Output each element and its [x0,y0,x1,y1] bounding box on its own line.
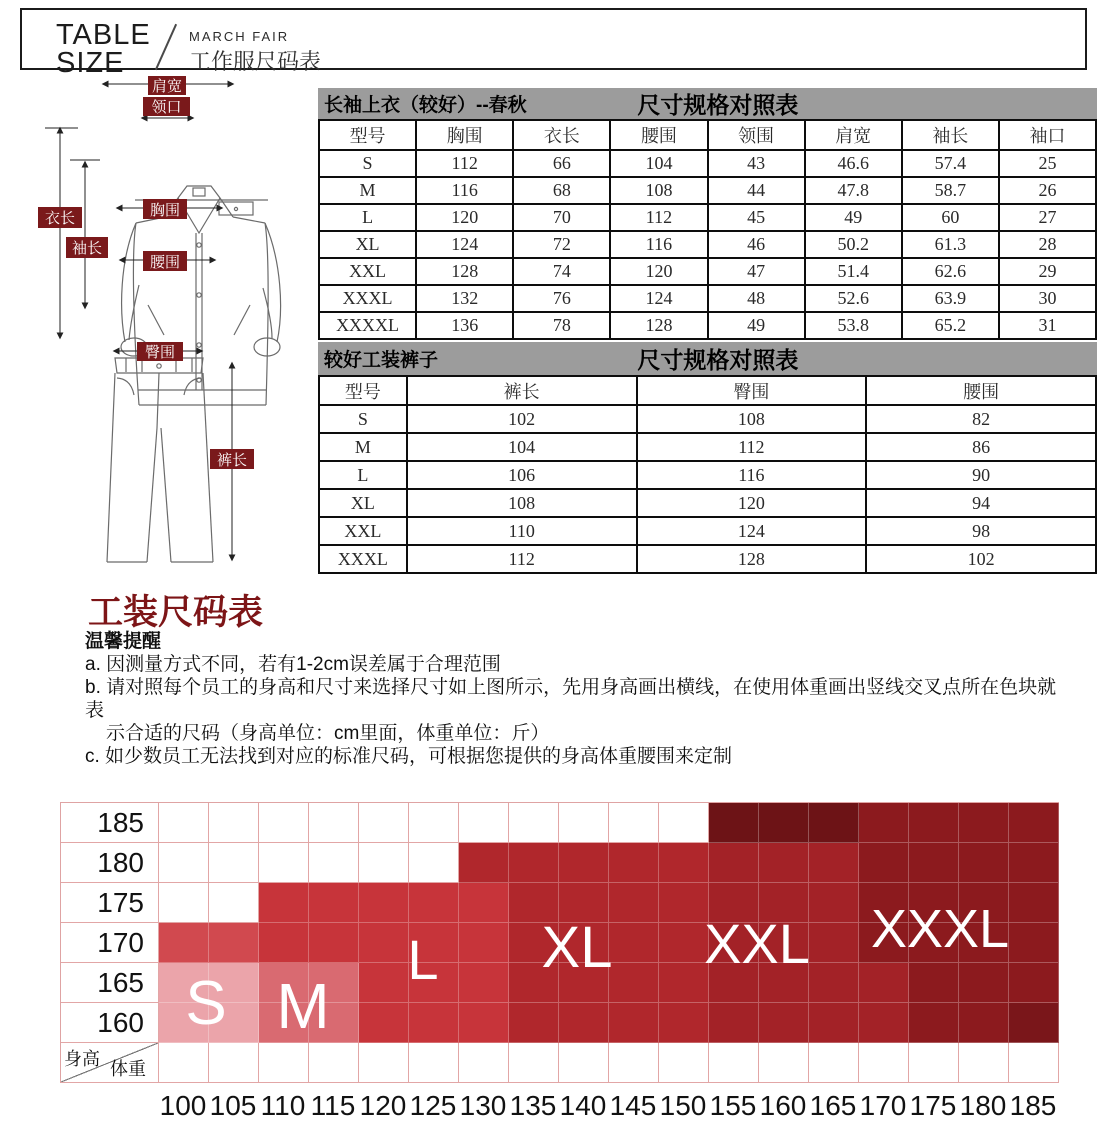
grid-cell [209,1043,259,1083]
grid-cell [459,1043,509,1083]
jacket-table-banner [318,88,1097,119]
label-collar: 领口 [143,97,190,116]
grid-cell [859,1043,909,1083]
grid-cell [509,1003,559,1043]
grid-cell [1009,963,1059,1003]
table-cell: 46.6 [805,150,902,177]
table-cell: 124 [416,231,513,258]
table-cell: 52.6 [805,285,902,312]
grid-cell [159,1043,209,1083]
x-axis-label: 120 [359,1090,407,1121]
grid-cell [409,1043,459,1083]
grid-cell [159,843,209,883]
y-axis-label: 170 [61,923,159,963]
x-axis-label: 140 [559,1090,607,1121]
table-cell: 25 [999,150,1096,177]
grid-cell [759,1003,809,1043]
table-cell: 74 [513,258,610,285]
table-cell: 61.3 [902,231,999,258]
grid-cell [959,963,1009,1003]
grid-cell [709,1043,759,1083]
brand-logo [56,21,151,77]
header-subtitle-en: MARCH FAIR [189,29,290,44]
grid-cell [859,963,909,1003]
grid-cell [659,843,709,883]
grid-cell [1009,923,1059,963]
table-cell: XXXL [319,285,416,312]
table-cell: 108 [610,177,707,204]
grid-cell [1009,883,1059,923]
grid-cell [409,843,459,883]
grid-cell [359,883,409,923]
table-cell: 44 [708,177,805,204]
x-axis-label: 115 [310,1090,356,1121]
grid-cell [409,803,459,843]
grid-cell [659,1003,709,1043]
size-zone-label: S [185,969,227,1038]
slash-divider [155,24,177,70]
table-cell: 132 [416,285,513,312]
grid-cell [959,803,1009,843]
grid-cell [659,1043,709,1083]
grid-cell [709,1003,759,1043]
table-cell: 51.4 [805,258,902,285]
table-cell: L [319,461,407,489]
table-cell: 47 [708,258,805,285]
grid-cell [909,803,959,843]
column-header: 型号 [319,120,416,150]
x-axis-label: 100 [159,1090,207,1121]
brand-line2: SIZE [56,47,125,79]
table-cell: 124 [610,285,707,312]
column-header: 领围 [708,120,805,150]
grid-cell [609,883,659,923]
header-box [20,8,1087,79]
note-line: b. 请对照每个员工的身高和尺寸来选择尺寸如上图所示，先用身高画出横线，在使用体重画出竖线交叉点所在色块就表 [85,677,1057,721]
grid-cell [859,1003,909,1043]
size-zone-label: L [407,928,439,991]
y-axis-label: 180 [61,843,159,883]
grid-cell [159,923,209,963]
grid-cell [459,923,509,963]
table-cell: 47.8 [805,177,902,204]
table-cell: 48 [708,285,805,312]
table-cell: 45 [708,204,805,231]
grid-cell [709,843,759,883]
grid-cell [959,843,1009,883]
grid-cell [409,1003,459,1043]
column-header: 臀围 [637,376,867,405]
table-cell: XXL [319,517,407,545]
table-cell: 108 [407,489,637,517]
column-header: 腰围 [610,120,707,150]
table-cell: 86 [866,433,1096,461]
x-axis-label: 130 [459,1090,507,1121]
table-row [319,312,1096,339]
table-cell: 124 [637,517,867,545]
table-cell: 112 [637,433,867,461]
grid-cell [309,843,359,883]
table-cell: 106 [407,461,637,489]
size-zone-label: XL [541,915,613,980]
table-row [319,231,1096,258]
grid-cell [559,803,609,843]
table-cell: 98 [866,517,1096,545]
grid-cell [159,803,209,843]
table-cell: 128 [610,312,707,339]
pants-size-table [318,375,1097,574]
table-cell: 68 [513,177,610,204]
grid-cell [909,843,959,883]
grid-cell [559,843,609,883]
grid-cell [359,963,409,1003]
table-cell: 104 [407,433,637,461]
section-heading: 工装尺码表 [88,593,264,632]
grid-cell [209,843,259,883]
y-axis-label: 185 [61,803,159,843]
table-cell: 120 [416,204,513,231]
grid-cell [659,923,709,963]
column-header: 肩宽 [805,120,902,150]
table-row [319,204,1096,231]
grid-cell [159,883,209,923]
grid-cell [259,1043,309,1083]
grid-cell [259,923,309,963]
table-row [319,489,1096,517]
table-row [319,150,1096,177]
table-cell: 108 [637,405,867,433]
grid-cell [759,1043,809,1083]
table-row [319,433,1096,461]
table-cell: XXL [319,258,416,285]
table-cell: 58.7 [902,177,999,204]
table-cell: XL [319,231,416,258]
label-pants-length: 裤长 [210,449,254,469]
x-axis-label: 170 [859,1090,907,1121]
table-cell: M [319,433,407,461]
grid-cell [459,963,509,1003]
x-axis-label: 135 [509,1090,557,1121]
jacket-size-table-section [318,88,1097,340]
table-cell: 116 [416,177,513,204]
grid-cell [659,963,709,1003]
grid-cell [259,883,309,923]
table-cell: S [319,150,416,177]
table-row [319,545,1096,573]
table-row [319,177,1096,204]
column-header: 腰围 [866,376,1096,405]
size-zone-label: M [276,970,330,1042]
table-cell: 128 [416,258,513,285]
table-row [319,461,1096,489]
grid-cell [959,1003,1009,1043]
table-cell: 136 [416,312,513,339]
table-row [319,258,1096,285]
table-cell: 94 [866,489,1096,517]
column-header: 袖口 [999,120,1096,150]
grid-cell [259,843,309,883]
notes-block [85,630,1075,768]
table-cell: 128 [637,545,867,573]
grid-cell [209,883,259,923]
column-header: 型号 [319,376,407,405]
table-cell: 62.6 [902,258,999,285]
dimension-arrows [45,84,233,560]
pants-size-table-section [318,342,1097,574]
grid-cell [909,1003,959,1043]
table-header-row [319,376,1096,405]
label-shoulder-width: 肩宽 [148,76,186,95]
note-line: c. 如少数员工无法找到对应的标准尺码，可根据您提供的身高体重腰围来定制 [85,746,733,767]
table-cell: 70 [513,204,610,231]
y-axis-label: 175 [61,883,159,923]
table-cell: 66 [513,150,610,177]
x-axis-title: 体重 [110,1059,146,1079]
axis-corner [61,1043,159,1083]
grid-cell [359,843,409,883]
grid-cell [509,803,559,843]
label-chest: 胸围 [143,199,187,219]
x-axis-label: 185 [1009,1090,1057,1121]
table-cell: XXXL [319,545,407,573]
grid-cell [759,843,809,883]
table-cell: 82 [866,405,1096,433]
table-cell: 49 [805,204,902,231]
grid-cell [609,1003,659,1043]
grid-cell [1009,803,1059,843]
garment-measure-illustration [30,70,330,590]
grid-cell [609,1043,659,1083]
jacket-table-subtitle: 尺寸规格对照表 [637,92,799,118]
y-axis-title: 身高 [64,1049,100,1069]
grid-cell [359,1003,409,1043]
table-cell: 90 [866,461,1096,489]
table-header-row [319,120,1096,150]
grid-cell [809,803,859,843]
brand-line1: TABLE [56,19,151,51]
table-cell: 26 [999,177,1096,204]
table-cell: 112 [416,150,513,177]
grid-cell [909,1043,959,1083]
pants-table-subtitle: 尺寸规格对照表 [637,347,799,373]
grid-cell [709,803,759,843]
grid-cell [1009,1043,1059,1083]
grid-cell [759,803,809,843]
table-cell: 112 [407,545,637,573]
x-axis-label: 145 [609,1090,657,1121]
table-cell: 46 [708,231,805,258]
table-cell: XL [319,489,407,517]
grid-cell [609,843,659,883]
table-row [319,517,1096,545]
x-axis-label: 175 [909,1090,957,1121]
table-cell: 27 [999,204,1096,231]
column-header: 袖长 [902,120,999,150]
column-header: 衣长 [513,120,610,150]
grid-cell [659,883,709,923]
table-cell: XXXXL [319,312,416,339]
grid-cell [359,923,409,963]
note-line: 示合适的尺码（身高单位：cm里面，体重单位：斤） [106,723,550,744]
table-cell: 49 [708,312,805,339]
grid-cell [809,843,859,883]
table-cell: 57.4 [902,150,999,177]
pants-table-title: 较好工装裤子 [324,350,439,371]
grid-cell [609,963,659,1003]
table-cell: 76 [513,285,610,312]
x-axis-labels [158,1090,1058,1122]
grid-cell [259,803,309,843]
grid-cell [959,1043,1009,1083]
jacket-table-title: 长袖上衣（较好）--春秋 [324,95,527,116]
grid-cell [409,883,459,923]
grid-cell [359,803,409,843]
grid-cell [1009,843,1059,883]
table-cell: 65.2 [902,312,999,339]
grid-cell [809,1043,859,1083]
jacket-size-table [318,119,1097,340]
x-axis-label: 160 [759,1090,807,1121]
grid-cell [809,1003,859,1043]
table-cell: 120 [610,258,707,285]
table-cell: S [319,405,407,433]
table-cell: 116 [637,461,867,489]
table-cell: 102 [407,405,637,433]
notes-title: 温馨提醒 [85,631,162,652]
y-axis-label: 160 [61,1003,159,1043]
grid-cell [309,883,359,923]
grid-cell [459,843,509,883]
grid-cell [309,923,359,963]
grid-cell [309,1043,359,1083]
grid-cell [859,843,909,883]
x-axis-label: 180 [959,1090,1007,1121]
grid-cell [209,923,259,963]
page-title: 工作服尺码表 [189,49,322,74]
x-axis-label: 105 [209,1090,257,1121]
grid-cell [459,803,509,843]
grid-cell [559,1003,609,1043]
note-line: a. 因测量方式不同，若有1-2cm误差属于合理范围 [85,654,501,675]
grid-cell [809,963,859,1003]
table-cell: 29 [999,258,1096,285]
table-cell: 53.8 [805,312,902,339]
pants-illustration [107,358,213,562]
table-cell: M [319,177,416,204]
label-garment-length: 衣长 [38,207,82,228]
table-row [319,285,1096,312]
label-hip: 臀围 [137,342,183,361]
grid-cell [859,803,909,843]
x-axis-label: 125 [409,1090,457,1121]
table-cell: 31 [999,312,1096,339]
table-cell: L [319,204,416,231]
table-cell: 120 [637,489,867,517]
label-sleeve-length: 袖长 [66,237,108,258]
table-cell: 104 [610,150,707,177]
grid-cell [359,1043,409,1083]
table-cell: 116 [610,231,707,258]
grid-cell [659,803,709,843]
table-cell: 112 [610,204,707,231]
size-zone-label: XXL [704,912,810,975]
grid-cell [809,923,859,963]
size-zone-label: XXXL [870,899,1010,959]
grid-cell [209,803,259,843]
table-cell: 78 [513,312,610,339]
x-axis-label: 165 [809,1090,857,1121]
grid-cell [459,1003,509,1043]
x-axis-label: 155 [709,1090,757,1121]
grid-cell [809,883,859,923]
table-row [319,405,1096,433]
x-axis-label: 150 [659,1090,707,1121]
table-cell: 28 [999,231,1096,258]
pants-table-banner [318,342,1097,375]
table-cell: 72 [513,231,610,258]
column-header: 裤长 [407,376,637,405]
grid-cell [459,883,509,923]
y-axis-label: 165 [61,963,159,1003]
grid-cell [909,963,959,1003]
table-cell: 50.2 [805,231,902,258]
grid-cell [609,923,659,963]
x-axis-label: 110 [260,1090,306,1121]
grid-cell [509,843,559,883]
table-cell: 43 [708,150,805,177]
table-cell: 63.9 [902,285,999,312]
grid-cell [509,1043,559,1083]
table-cell: 110 [407,517,637,545]
table-cell: 102 [866,545,1096,573]
table-cell: 30 [999,285,1096,312]
table-cell: 60 [902,204,999,231]
grid-cell [609,803,659,843]
column-header: 胸围 [416,120,513,150]
grid-cell [1009,1003,1059,1043]
grid-cell [309,803,359,843]
grid-cell [559,1043,609,1083]
label-waist: 腰围 [143,251,187,271]
